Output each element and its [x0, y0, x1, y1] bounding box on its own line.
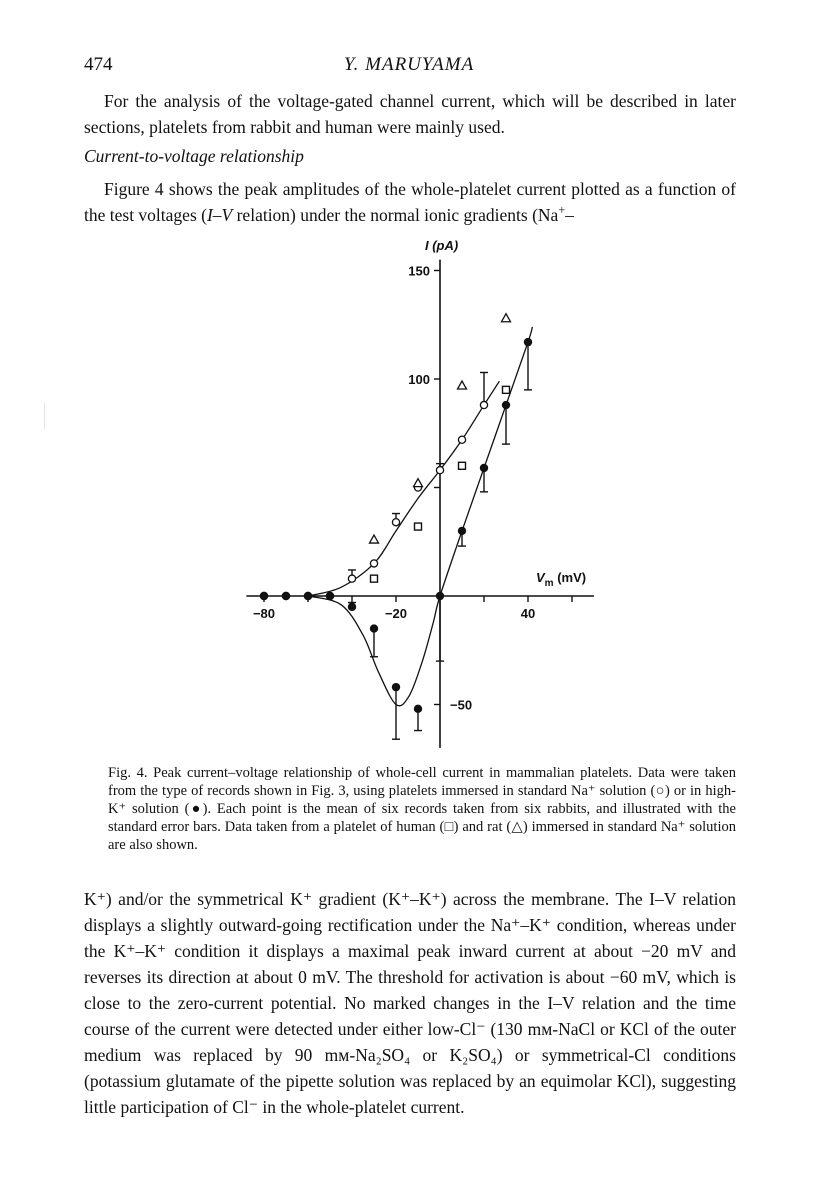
figure-4 — [0, 230, 816, 760]
filled-circle-point — [414, 705, 422, 713]
open-square-point — [459, 462, 466, 469]
iv-chart — [0, 230, 816, 760]
page-number: 474 — [84, 54, 113, 75]
paragraph-text-c: – — [565, 205, 574, 225]
x-tick-label: 40 — [520, 606, 536, 621]
paragraph-figure-reference — [84, 176, 736, 228]
filled-circle-point — [370, 624, 378, 632]
superscript-plus: + — [558, 203, 566, 218]
na-fit-curve — [308, 381, 499, 596]
open-circle-point — [392, 519, 399, 526]
open-triangle-point — [502, 314, 511, 322]
open-square-point — [503, 386, 510, 393]
open-circle-point — [458, 436, 465, 443]
open-square-point — [371, 575, 378, 582]
running-head: Y. MARUYAMA — [343, 54, 475, 75]
x-axis-label-main: V — [536, 570, 545, 585]
filled-circle-point — [282, 592, 290, 600]
x-tick-label: −20 — [384, 606, 408, 621]
paragraph-intro: For the analysis of the voltage-gated channel current, which will be described in later sections, platelets from rabbit and human were mainly used. — [84, 91, 736, 137]
filled-circle-point — [326, 592, 334, 600]
paragraph-text-b: relation) under the normal ionic gradients (Na — [232, 205, 559, 225]
y-axis-label — [425, 238, 458, 253]
iv-term: I–V — [206, 205, 233, 225]
y-axis-label-text: I (pA) — [425, 238, 459, 253]
y-tick-label: −50 — [450, 697, 473, 713]
open-circle-point — [436, 467, 443, 474]
y-tick-label: 150 — [408, 263, 430, 279]
filled-circle-point — [348, 603, 356, 611]
filled-circle-point — [480, 464, 488, 472]
figure-caption: Fig. 4. Peak current–voltage relationship of whole-cell current in mammalian platelets. Data were taken from the type of records shown in Fig. 3, using platelets immersed in standard Na⁺ solution (○) or in high-K⁺ solution (●). Each point is the mean of six records taken from six rabbits, and illustrated with the standard error bars. Data taken from a platelet of human (□) and rat (△) immersed in standard Na⁺ solution are also shown. — [108, 765, 736, 853]
open-circle-point — [348, 575, 355, 582]
y-tick-label: 100 — [408, 372, 430, 387]
open-triangle-point — [414, 479, 423, 487]
open-circle-point — [370, 560, 377, 567]
open-square-point — [415, 523, 422, 530]
filled-circle-point — [502, 401, 510, 409]
open-circle-point — [480, 401, 487, 408]
x-axis-label — [536, 570, 586, 589]
x-axis-label-sub: m — [544, 578, 554, 589]
open-triangle-point — [370, 535, 379, 543]
paragraph-text-a: Figure 4 shows the peak amplitudes of the whole-platelet current plotted as a function of the test voltages ( — [84, 179, 736, 225]
x-tick-label: −80 — [252, 606, 276, 621]
open-triangle-point — [458, 381, 467, 389]
page-header — [84, 54, 734, 80]
filled-circle-point — [304, 592, 312, 600]
filled-circle-point — [392, 683, 400, 691]
section-heading: Current-to-voltage relationship — [84, 146, 304, 166]
filled-circle-point — [458, 527, 466, 535]
chart-axes — [246, 260, 594, 748]
filled-circle-point — [436, 592, 444, 600]
paragraph-results: K⁺) and/or the symmetrical K⁺ gradient (K⁺–K⁺) across the membrane. The I–V relation displays a slightly outward-going rectification under the Na⁺–K⁺ condition, whereas under the K⁺–K⁺ condition it displays a maximal peak inward current at about −20 mV and reverses its direction at about 0 mV. The threshold for activation is about −60 mV, which is close to the zero-current potential. No marked changes in the I–V relation and the time course of the current were detected under either low-Cl⁻ (130 mᴍ-NaCl or KCl of the outer medium was replaced by 90 mᴍ-Na₂SO₄ or K₂SO₄) or symmetrical-Cl conditions (potassium glutamate of the pipette solution was replaced by an equimolar KCl), suggesting little participation of Cl⁻ in the whole-platelet current. — [84, 889, 736, 1117]
x-axis-label-unit: (mV) — [557, 570, 587, 585]
filled-circle-point — [260, 592, 268, 600]
filled-circle-point — [524, 338, 532, 346]
